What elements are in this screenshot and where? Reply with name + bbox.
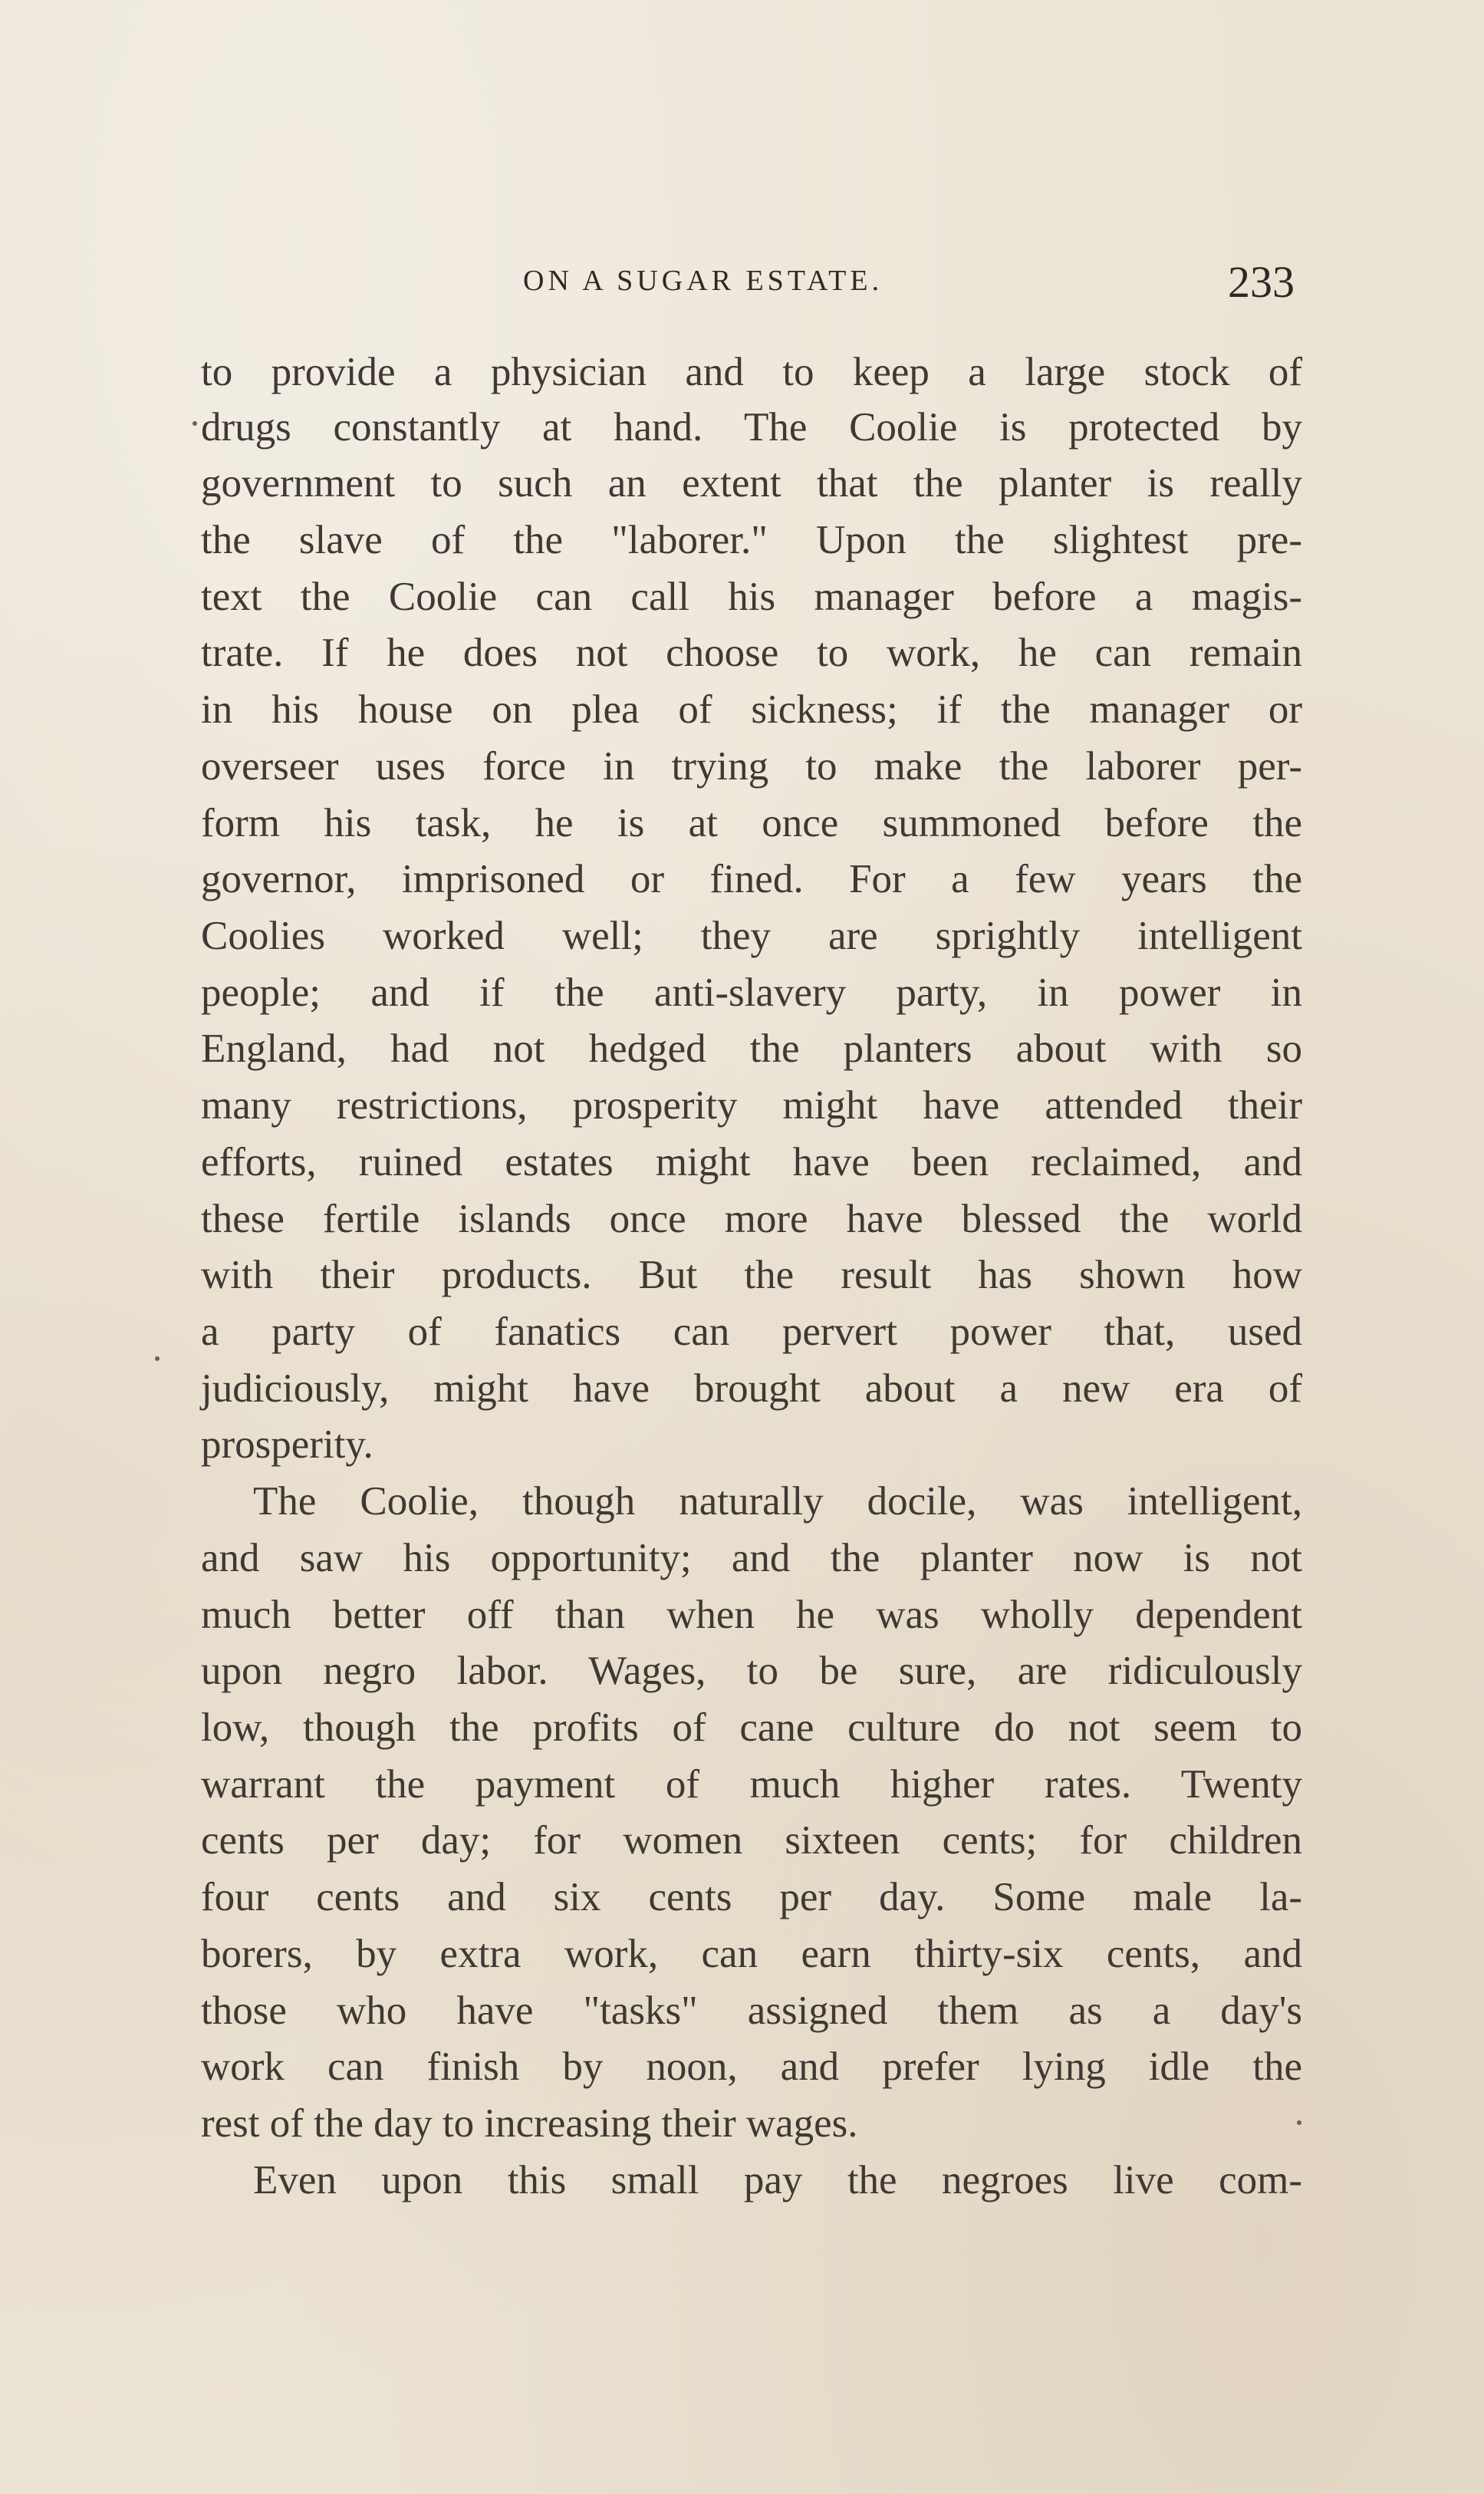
text-line: these fertile islands once more have blessed the world [201, 1197, 1302, 1241]
ink-speck [1297, 2120, 1301, 2125]
text-line: England, had not hedged the planters about with so [201, 1026, 1302, 1071]
text-line: prosperity. [201, 1422, 373, 1467]
text-line: The Coolie, though naturally docile, was intelligent, [253, 1479, 1302, 1524]
text-line: Coolies worked well; they are sprightly intelligent [201, 914, 1302, 958]
running-head [0, 250, 1484, 311]
text-line: in his house on plea of sickness; if the manager or [201, 687, 1302, 732]
text-line: four cents and six cents per day. Some male la- [201, 1875, 1302, 1919]
text-line: with their products. But the result has shown how [201, 1253, 1302, 1297]
text-line: and saw his opportunity; and the planter now is not [201, 1536, 1302, 1580]
text-line: drugs constantly at hand. The Coolie is protected by [201, 405, 1302, 450]
text-line: trate. If he does not choose to work, he can remain [201, 631, 1302, 675]
text-line: much better off than when he was wholly dependent [201, 1593, 1302, 1637]
text-line: cents per day; for women sixteen cents; for children [201, 1818, 1302, 1863]
text-line: a party of fanatics can pervert power that, used [201, 1310, 1302, 1354]
text-line: judiciously, might have brought about a new era of [201, 1366, 1302, 1411]
text-line: borers, by extra work, can earn thirty-six cents, and [201, 1932, 1302, 1976]
text-line: upon negro labor. Wages, to be sure, are ridiculously [201, 1649, 1302, 1693]
text-line: rest of the day to increasing their wages. [201, 2101, 858, 2146]
text-line: Even upon this small pay the negroes live com- [253, 2158, 1302, 2202]
text-line: text the Coolie can call his manager before a magis- [201, 575, 1302, 619]
text-line: work can finish by noon, and prefer lying idle the [201, 2044, 1302, 2089]
text-line: government to such an extent that the planter is really [201, 461, 1302, 506]
text-line: efforts, ruined estates might have been reclaimed, and [201, 1140, 1302, 1184]
text-line: warrant the payment of much higher rates. Twenty [201, 1762, 1302, 1807]
ink-speck [192, 421, 197, 426]
text-line: those who have "tasks" assigned them as a day's [201, 1988, 1302, 2033]
text-line: overseer uses force in trying to make the laborer per- [201, 744, 1302, 789]
text-line: the slave of the "laborer." Upon the slightest pre- [201, 518, 1302, 562]
text-line: many restrictions, prosperity might have attended their [201, 1083, 1302, 1128]
text-line: to provide a physician and to keep a large stock of [201, 350, 1302, 394]
text-line: form his task, he is at once summoned before the [201, 801, 1302, 845]
running-title: ON A SUGAR ESTATE. [523, 265, 883, 297]
text-line: low, though the profits of cane culture do not seem to [201, 1705, 1302, 1750]
text-line: people; and if the anti-slavery party, in power in [201, 970, 1302, 1015]
text-line: governor, imprisoned or fined. For a few years the [201, 857, 1302, 901]
ink-speck [155, 1356, 160, 1361]
page-number: 233 [1228, 257, 1295, 307]
